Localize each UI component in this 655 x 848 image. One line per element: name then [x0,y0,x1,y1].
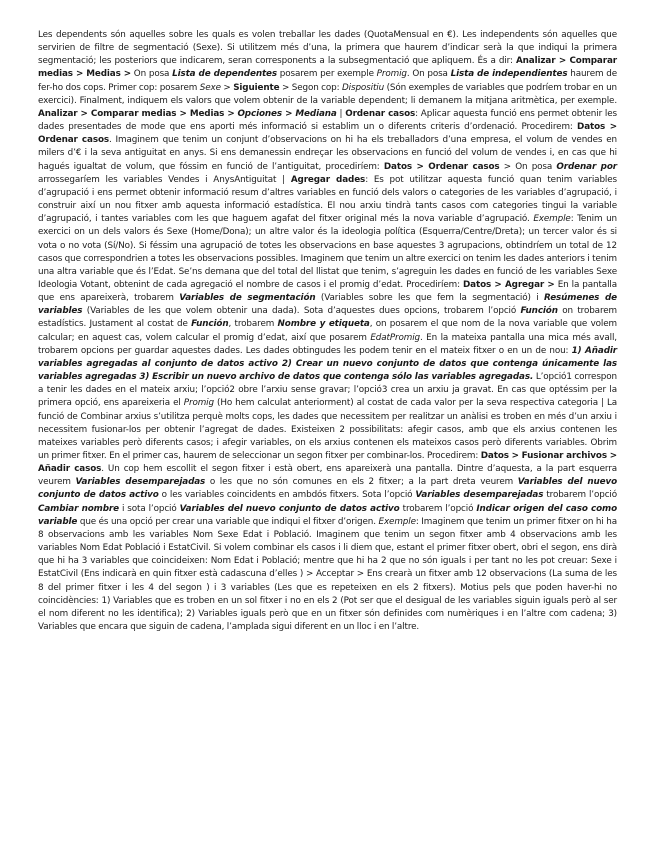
text-run: que és una opció per crear una variable que indiqui el fitxer d’origen. [77,516,379,527]
text-run: o les variables coincidents en ambdós fitxers. Sota l’opció [158,490,416,501]
bold-text-run: Datos > Ordenar casos [383,161,500,172]
text-run: . Un cop hem escollit el segon fitxer i està obert, ens apareixerà una pantalla. Dintre d’aquesta, a la part esquerra veurem [38,464,617,488]
bold-italic-text-run: Variables desemparejadas [415,490,544,501]
italic-text-run: Promig [183,398,214,409]
bold-text-run: Agregar dades [290,174,366,185]
bold-text-run: Ordenar casos [345,108,416,119]
text-run: haurem de fer-ho dos cops. Primer cop: posarem [38,69,618,93]
bold-italic-text-run: Variables del nuevo conjunto de datos activo [179,503,400,514]
text-run: i sota l’opció [118,503,180,514]
text-run: (Ho hem calculat anteriorment) al costat de cada valor per la seva respectiva categoria | La funció de Combinar arxius s’utilitza perquè molts cops, les dades que necessitem per realitzar un anàlisi es troben en més d’un arxiu i necessitem fusionar-los per obtenir l’agregat de dades. Existeixen 2 possibilitats: afegir casos, amb que els arxius contenen les mateixes variables però diferents casos; i afegir variables, on els arxius contenen els mateixos casos però diferents variables. Obrim un primer fitxer. En el primer cas, haurem de seleccionar un segon fitxer per combinar-los. Procedirem: [38,398,617,461]
text-run: (Són exemples de variables que podríem trobar en un exercici). Finalment, indiquem els valors que volem obtenir de la variable dependent; li demanem la mitjana aritmètica, per exemple. [38,82,617,106]
bold-italic-text-run: Variables de segmentación [179,293,316,304]
text-run: : Tenim un exercici on un dels valors és Sexe (Home/Dona); un altre valor és la ideologia política (Esquerra/Centre/Dreta); un tercer valor és si vota o no vota (Sí/No). Si féssim una agrupació de totes les observacions en base aquestes 3 agrupacions, obtindríem un total de 12 casos que correspondrien a totes les observacions possibles. Imaginem que tenim un altre exercici on tenim les dades anteriors i tenim una altra variable que és l’Edat. Se’ns demana que del total del llistat que tenim, s’agreguin les dades en funció de les variables Sexe Ideologia Votant, obtenint de cada agregació el nombre de casos i el promig d’edat. Procediríem: [38,214,617,290]
bold-text-run: Datos > Ordenar casos [38,122,617,146]
italic-text-run: Promig [376,69,407,80]
text-run: (Variables de les que volem obtenir una dada). Sota d’aquestes dues opcions, trobarem l’opció [82,306,521,317]
text-run: o les que no són comunes en els 2 fitxer; a la part dreta veurem [205,477,518,488]
bold-italic-text-run: Ordenar por [556,161,617,172]
text-run: , trobarem [228,319,278,330]
bold-italic-text-run: Lista de independientes [450,69,568,80]
italic-text-run: Exemple [378,516,416,527]
text-run: . En la mateixa pantalla una mica més avall, trobarem opcions per guardar aquestes dades. Les dades obtingudes les podem tenir en el mateix fitxer o en un de nou: [38,332,617,356]
text-run: posarem per exemple [277,69,377,80]
bold-text-run: Datos > Agregar > [462,279,555,290]
bold-italic-text-run: Lista de dependentes [172,69,278,80]
bold-italic-text-run: Indicar origen del caso como variable [38,503,617,527]
bold-italic-text-run: Cambiar nombre [38,503,119,514]
text-run: arrossegaríem les variables Vendes i AnysAntiguitat | [38,174,291,185]
text-run: : Aplicar aquesta funció ens permet obtenir les dades presentades de mode que ens aporti més informació si establim un o diferents criteris d’ordenació. Procedirem: [38,108,617,133]
bold-text-run: Analizar > Comparar medias > Medias > [38,108,235,119]
text-run: (Variables sobre les que fem la segmentació) i [315,293,544,304]
italic-text-run: EdatPromig [370,332,420,343]
document-body-paragraph [38,29,617,634]
text-run: > [220,82,234,93]
text-run: > On posa [499,161,557,172]
bold-italic-text-run: 1) Añadir variables agregadas al conjunto de datos activo 2) Crear un nuevo conjunto de datos que contenga únicamente las variables agregadas 3) Escribir un nuevo archivo de datos que contenga sólo las variables agregadas. [38,345,617,383]
text-run: . Imaginem que tenim un conjunt d’observacions on hi ha els treballadors d’una empresa, el volum de vendes en milers d’€ i la seva antiguitat en anys. Si ens demanessin endreçar les observacions en funció del volum de vendes i, en cas que hi hagués igualtat de volum, que fóssim en funció de l’antiguitat, procediríem: [38,135,617,172]
bold-italic-text-run: Función [191,319,229,330]
text-run: trobarem l’opció [543,490,617,501]
text-run: : Imaginem que tenim un primer fitxer on hi ha 8 observacions amb les variables Nom Sexe Edat i Població. Imaginem que tenim un segon fitxer amb 4 observacions amb les variables Nom Edat Població i EstatCivil. Si volem combinar els casos i li diem que, estant el primer fitxer obert, obri el segon, ens dirà que hi ha 3 variables que coincideixen: Nom Edat i Població; mentre que hi ha 2 que no són iguals i per tant no les pot creuar: Sexe i EstatCivil (Ens indicarà en quin fitxer està cadascuna d’elles ) > Acceptar > Ens crearà un fitxer amb 12 observacions (La suma de les 8 del primer fitxer i les 4 del segon ) i 3 variables (Les que es repeteixen en els 2 fitxers). Motius pels que poden haver-hi no coincidències: 1) Variables que es troben en un sol fitxer i no en els 2 (Pot ser que el desigual de les variables siguin iguals però al ser el nom diferent no les identifica); 2) Variables iguals però que en un fitxer són definides com numèriques i en l’altre com cadena; 3) Variables que encara que siguin de cadena, l’amplada sigui diferent en un lloc i en l’altre. [38,516,618,633]
text-run: on trobarem estadístics. Justament al costat de [38,306,617,330]
text-run: L’opció1 correspon a tenir les dades en el mateix arxiu; l’opció2 obre l’arxiu sense gravar; l’opció3 crea un arxiu ja gravat. En cas que optéssim per la primera opció, ens apareixeria el [38,372,617,409]
italic-text-run: Dispositiu [342,82,385,93]
text-run: , on posarem el que nom de la nova variable que volem calcular; en aquest cas, volem calcular el promig d’edat, així que posarem [38,319,617,343]
bold-italic-text-run: Nombre y etiqueta [277,319,370,330]
text-run: : Es pot utilitzar aquesta funció quan tenim variables d’agrupació i ens permet obtenir informació resum d’altres variables en funció dels valors o categories de les variables d’agrupació, i construir així un nou fitxer amb aquesta informació estadística. El nou arxiu tindrà tants casos com categories tingui la variable d’agrupació, i tantes variables com les que haguem agafat del fitxer original més la nova variable d’agrupació. [38,174,617,225]
text-run: . On posa [406,69,451,80]
text-run: En la pantalla que ens apareixerà, trobarem [38,279,617,304]
bold-italic-text-run: Variables del nuevo conjunto de datos activo [38,477,617,501]
text-run: On posa [131,69,173,80]
bold-italic-text-run: Opciones > Mediana [237,108,337,119]
italic-text-run: Exemple [533,214,571,225]
bold-italic-text-run: Resúmenes de variables [38,293,618,317]
bold-italic-text-run: Variables desemparejadas [75,477,206,488]
italic-text-run: Sexe [199,82,221,93]
bold-text-run: Datos > Fusionar archivos > Añadir casos [38,451,617,475]
bold-text-run: Analizar > Comparar medias > Medias > [38,56,617,80]
text-run: > Segon cop: [279,82,342,93]
text-run: trobarem l’opció [399,503,477,514]
text-run: Les dependents són aquelles sobre les quals es volen treballar les dades (QuotaMensual en €). Les independents són aquelles que servirien de filtre de segmentació (Sexe). Si utilitzem més d’una, la primera que haurem d’indicar serà la que indiqui la primera segmentació; les posteriors que indicarem, seran corresponents a la subsegmentació que apliquem. És a dir: [38,30,617,67]
text-run: | [336,108,346,119]
bold-text-run: Siguiente [233,82,280,93]
bold-italic-text-run: Función [520,306,558,317]
